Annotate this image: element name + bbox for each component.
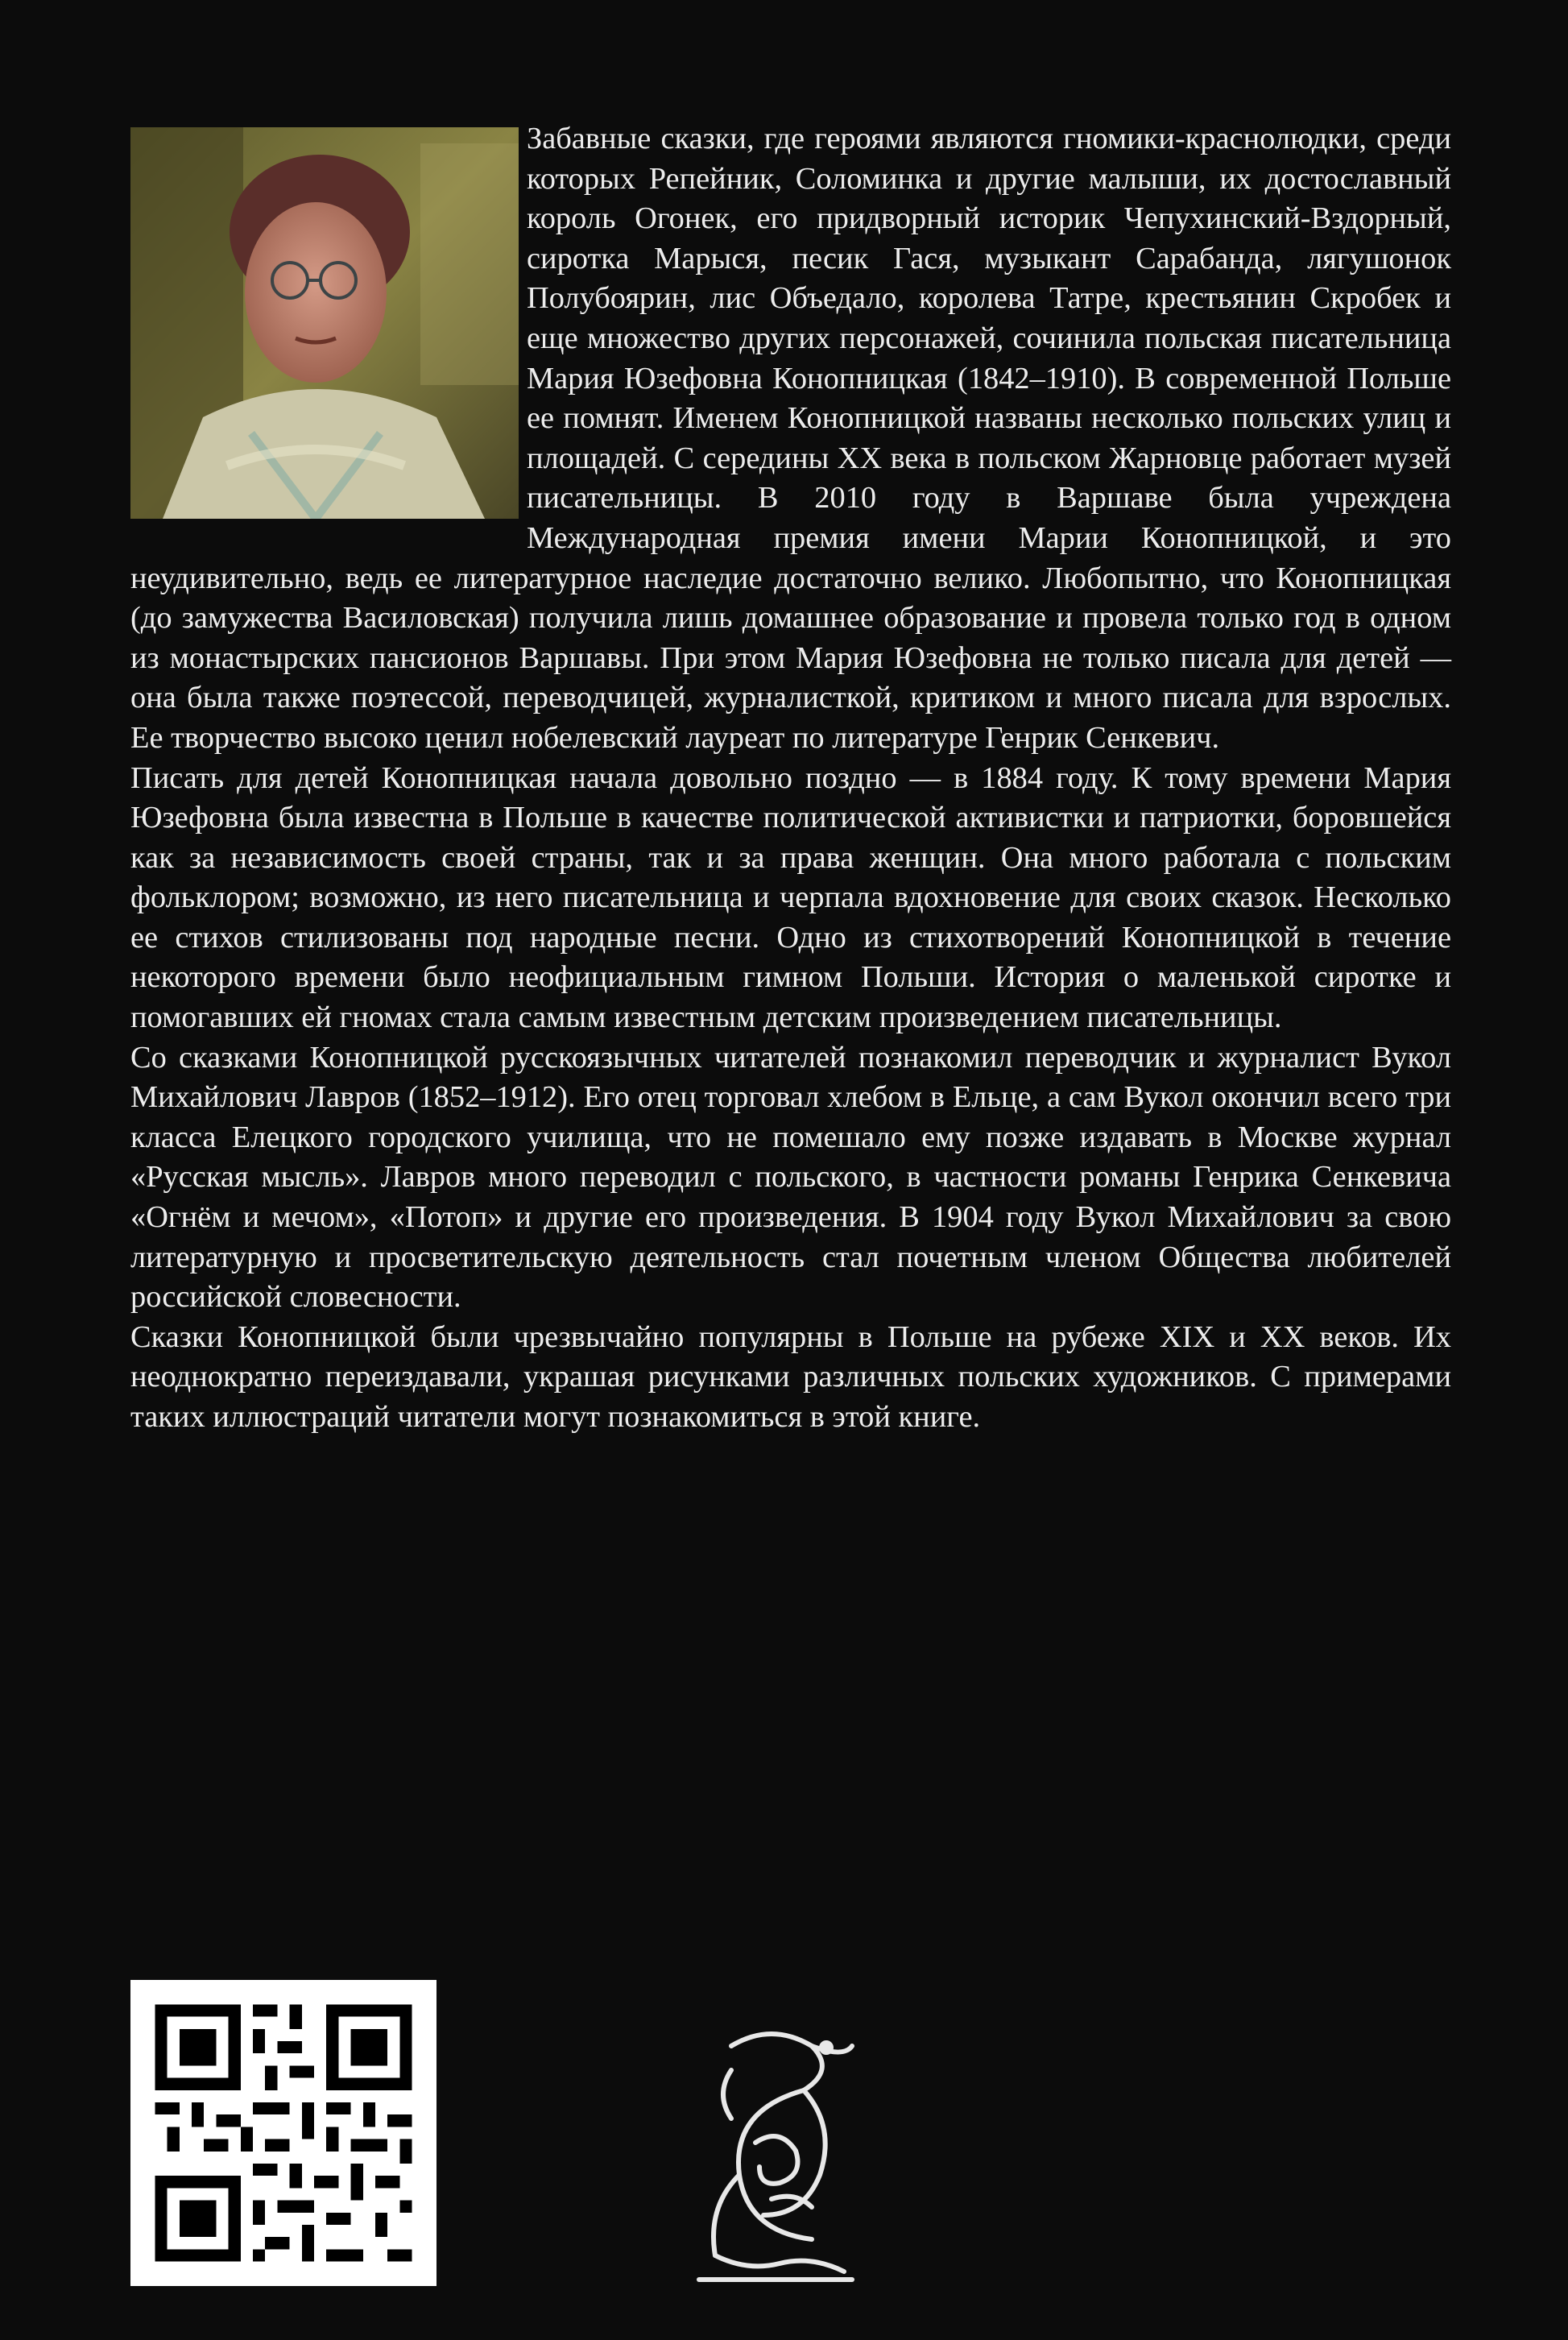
dragon-emblem-icon: [683, 2014, 867, 2288]
paragraph: Писать для детей Конопницкая начала довольно поздно — в 1884 году. К тому времени Мария Юзефовна была известна в Польше в качестве политической активистки и патриотки, боровшейся как за независимость своей страны, так и за права женщин. Она много работала с польским фольклором; возможно, из него писательница и черпала вдохновение для своих сказок. Несколько ее стихов стилизованы под народные песни. Одно из стихотворений Конопницкой в течение некоторого времени было неофициальным гимном Польши. История о маленькой сиротке и помогавших ей гномах стала самым известным детским произведением писательницы.: [130, 760, 1451, 1035]
portrait-float: [130, 119, 527, 519]
paragraph: Сказки Конопницкой были чрезвычайно популярны в Польше на рубеже XIX и XX веков. Их неоднократно переиздавали, украшая рисунками различных польских художников. С примерами таких иллюстраций читатели могут познакомиться в этой книге.: [130, 1319, 1451, 1434]
paragraph: Забавные сказки, где героями являются гномики-краснолюдки, среди которых Репейник, Соломинка и другие малыши, их достославный король Огонек, его придворный историк Чепухинский-Вздорный, сиротка Марыся, песик Гася, музыкант Сарабанда, лягушонок Полубоярин, лис Объедало, королева Татре, крестьянин Скробек и еще множество других персонажей, сочинила польская писательница Мария Юзефовна Конопницкая (1842–1910). В современной Польше ее помнят. Именем Конопницкой названы несколько польских улиц и площадей. С середины XX века в польском Жарновце работает музей писательницы. В 2010 году в Варшаве была учреждена Международная премия имени Марии Конопницкой, и это неудивительно, ведь ее литературное наследие достаточно велико. Любопытно, что Конопницкая (до замужества Василовская) получила лишь домашнее образование и провела только год в одном из монастырских пансионов Варшавы. При этом Мария Юзефовна не только писала для детей — она была также поэтессой, переводчицей, журналисткой, критиком и много писала для взрослых. Ее творчество высоко ценил нобелевский лауреат по литературе Генрик Сенкевич.: [130, 122, 1451, 755]
paragraph: Со сказками Конопницкой русскоязычных читателей познакомил переводчик и журналист Вукол Михайлович Лавров (1852–1912). Его отец торговал хлебом в Ельце, а сам Вукол окончил всего три класса Елецкого городского училища, что не помешало ему позже издавать в Москве журнал «Русская мысль». Лавров много переводил с польского, в частности романы Генрика Сенкевича «Огнём и мечом», «Потоп» и другие его произведения. В 1904 году Вукол Михайлович за свою литературную и просветительскую деятельность стал почетным членом Общества любителей российской словесности.: [130, 1040, 1451, 1315]
qr-code[interactable]: [130, 1980, 436, 2286]
description-text: [130, 119, 1451, 1438]
